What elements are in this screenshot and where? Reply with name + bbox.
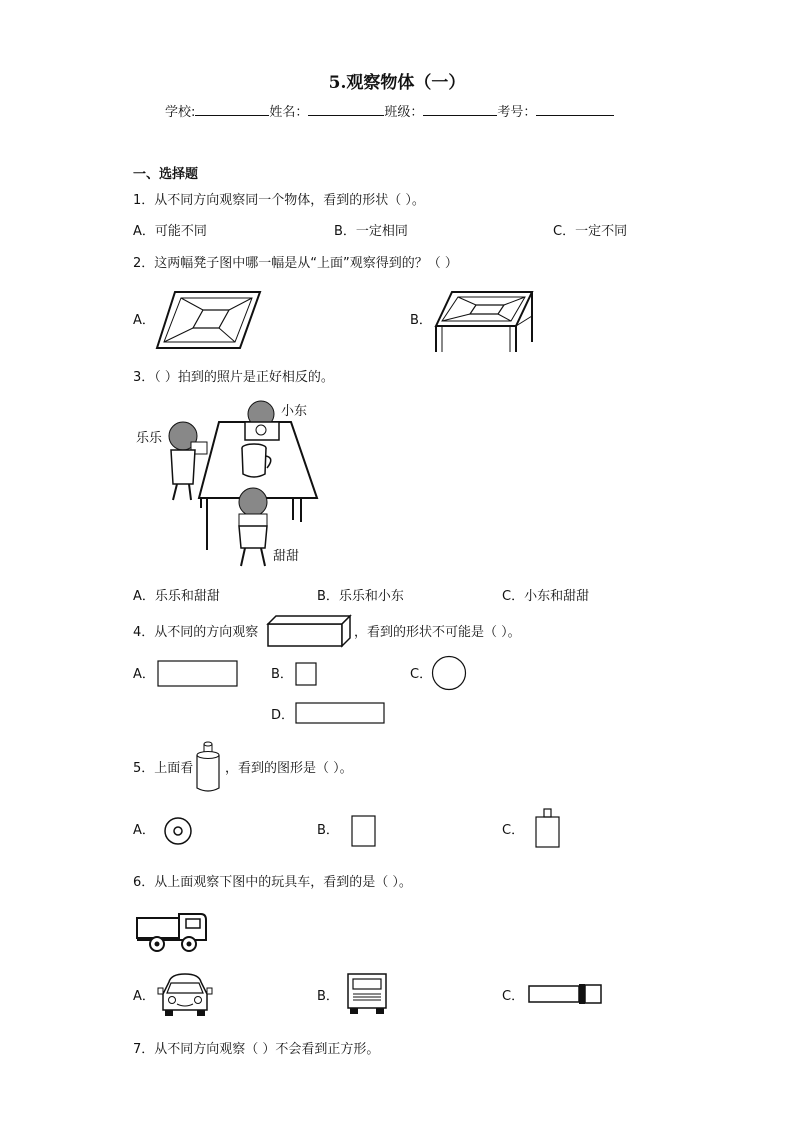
page-title: 5.观察物体（一） <box>328 73 466 93</box>
q1-stem: 1．从不同方向观察同一个物体，看到的形状（ ）。 <box>133 193 425 208</box>
q5-option-a[interactable]: A． <box>133 823 155 838</box>
q5-stem-after: ，看到的图形是（ ）。 <box>225 761 353 776</box>
q4-option-d[interactable]: D． <box>271 708 295 723</box>
q2-option-a[interactable]: A． <box>133 313 155 328</box>
car-front-view-shape <box>155 972 215 1018</box>
q3-option-a[interactable]: A．乐乐和甜甜 <box>133 589 220 604</box>
q3-stem: 3．（ ）拍到的照片是正好相反的。 <box>133 370 334 385</box>
school-label: 学校: <box>165 105 196 120</box>
q4-stem-after: ，看到的形状不可能是（ ）。 <box>354 625 521 640</box>
school-blank[interactable] <box>195 103 269 116</box>
concentric-circles-shape <box>163 816 193 846</box>
class-label: 班级： <box>384 105 424 120</box>
q6-stem: 6．从上面观察下图中的玩具车，看到的是（ ）。 <box>133 875 412 890</box>
class-blank[interactable] <box>423 103 497 116</box>
q4-option-a[interactable]: A． <box>133 667 155 682</box>
q4-stem-before: 4．从不同的方向观察 <box>133 625 259 640</box>
section-heading: 一、选择题 <box>133 167 199 182</box>
label-xiaodong: 小东 <box>281 404 308 419</box>
header-info <box>165 103 614 122</box>
q6-option-b[interactable]: B． <box>317 989 339 1004</box>
square-shape <box>295 662 317 688</box>
q1-option-b[interactable]: B．一定相同 <box>334 224 408 239</box>
exam-no-label: 考号： <box>497 105 537 120</box>
truck-top-view-shape <box>527 982 607 1008</box>
wide-rectangle-shape <box>295 702 387 726</box>
q2-stem: 2．这两幅凳子图中哪一幅是从“上面”观察得到的？（ ） <box>133 256 458 271</box>
stool-angled-view-image <box>432 290 537 354</box>
name-blank[interactable] <box>308 103 384 116</box>
rectangle-with-tab-shape <box>535 808 561 850</box>
stool-top-view-image <box>155 290 265 352</box>
circle-shape <box>431 656 469 692</box>
toy-truck-image <box>135 912 209 954</box>
q5-option-b[interactable]: B． <box>317 823 339 838</box>
long-rectangle-shape <box>157 660 239 688</box>
q1-option-c[interactable]: C．一定不同 <box>553 224 628 239</box>
children-photographing-scene-image <box>133 398 333 573</box>
exam-no-blank[interactable] <box>536 103 614 116</box>
q4-option-c[interactable]: C． <box>410 667 433 682</box>
q5-stem-before: 5．上面看 <box>133 761 194 776</box>
q4-option-b[interactable]: B． <box>271 667 293 682</box>
cuboid-image <box>266 614 352 648</box>
q6-option-a[interactable]: A． <box>133 989 155 1004</box>
label-lele: 乐乐 <box>136 431 163 446</box>
cylinder-with-knob-image <box>193 738 223 794</box>
q3-option-c[interactable]: C．小东和甜甜 <box>502 589 590 604</box>
q5-option-c[interactable]: C． <box>502 823 525 838</box>
label-tiantian: 甜甜 <box>273 549 300 564</box>
q6-option-c[interactable]: C． <box>502 989 525 1004</box>
plain-rectangle-shape <box>351 815 377 849</box>
q3-option-b[interactable]: B．乐乐和小东 <box>317 589 404 604</box>
q1-option-a[interactable]: A．可能不同 <box>133 224 207 239</box>
q2-option-b[interactable]: B． <box>410 313 432 328</box>
q7-stem: 7．从不同方向观察（ ）不会看到正方形。 <box>133 1042 380 1057</box>
name-label: 姓名： <box>269 105 309 120</box>
truck-front-view-shape <box>344 972 390 1016</box>
